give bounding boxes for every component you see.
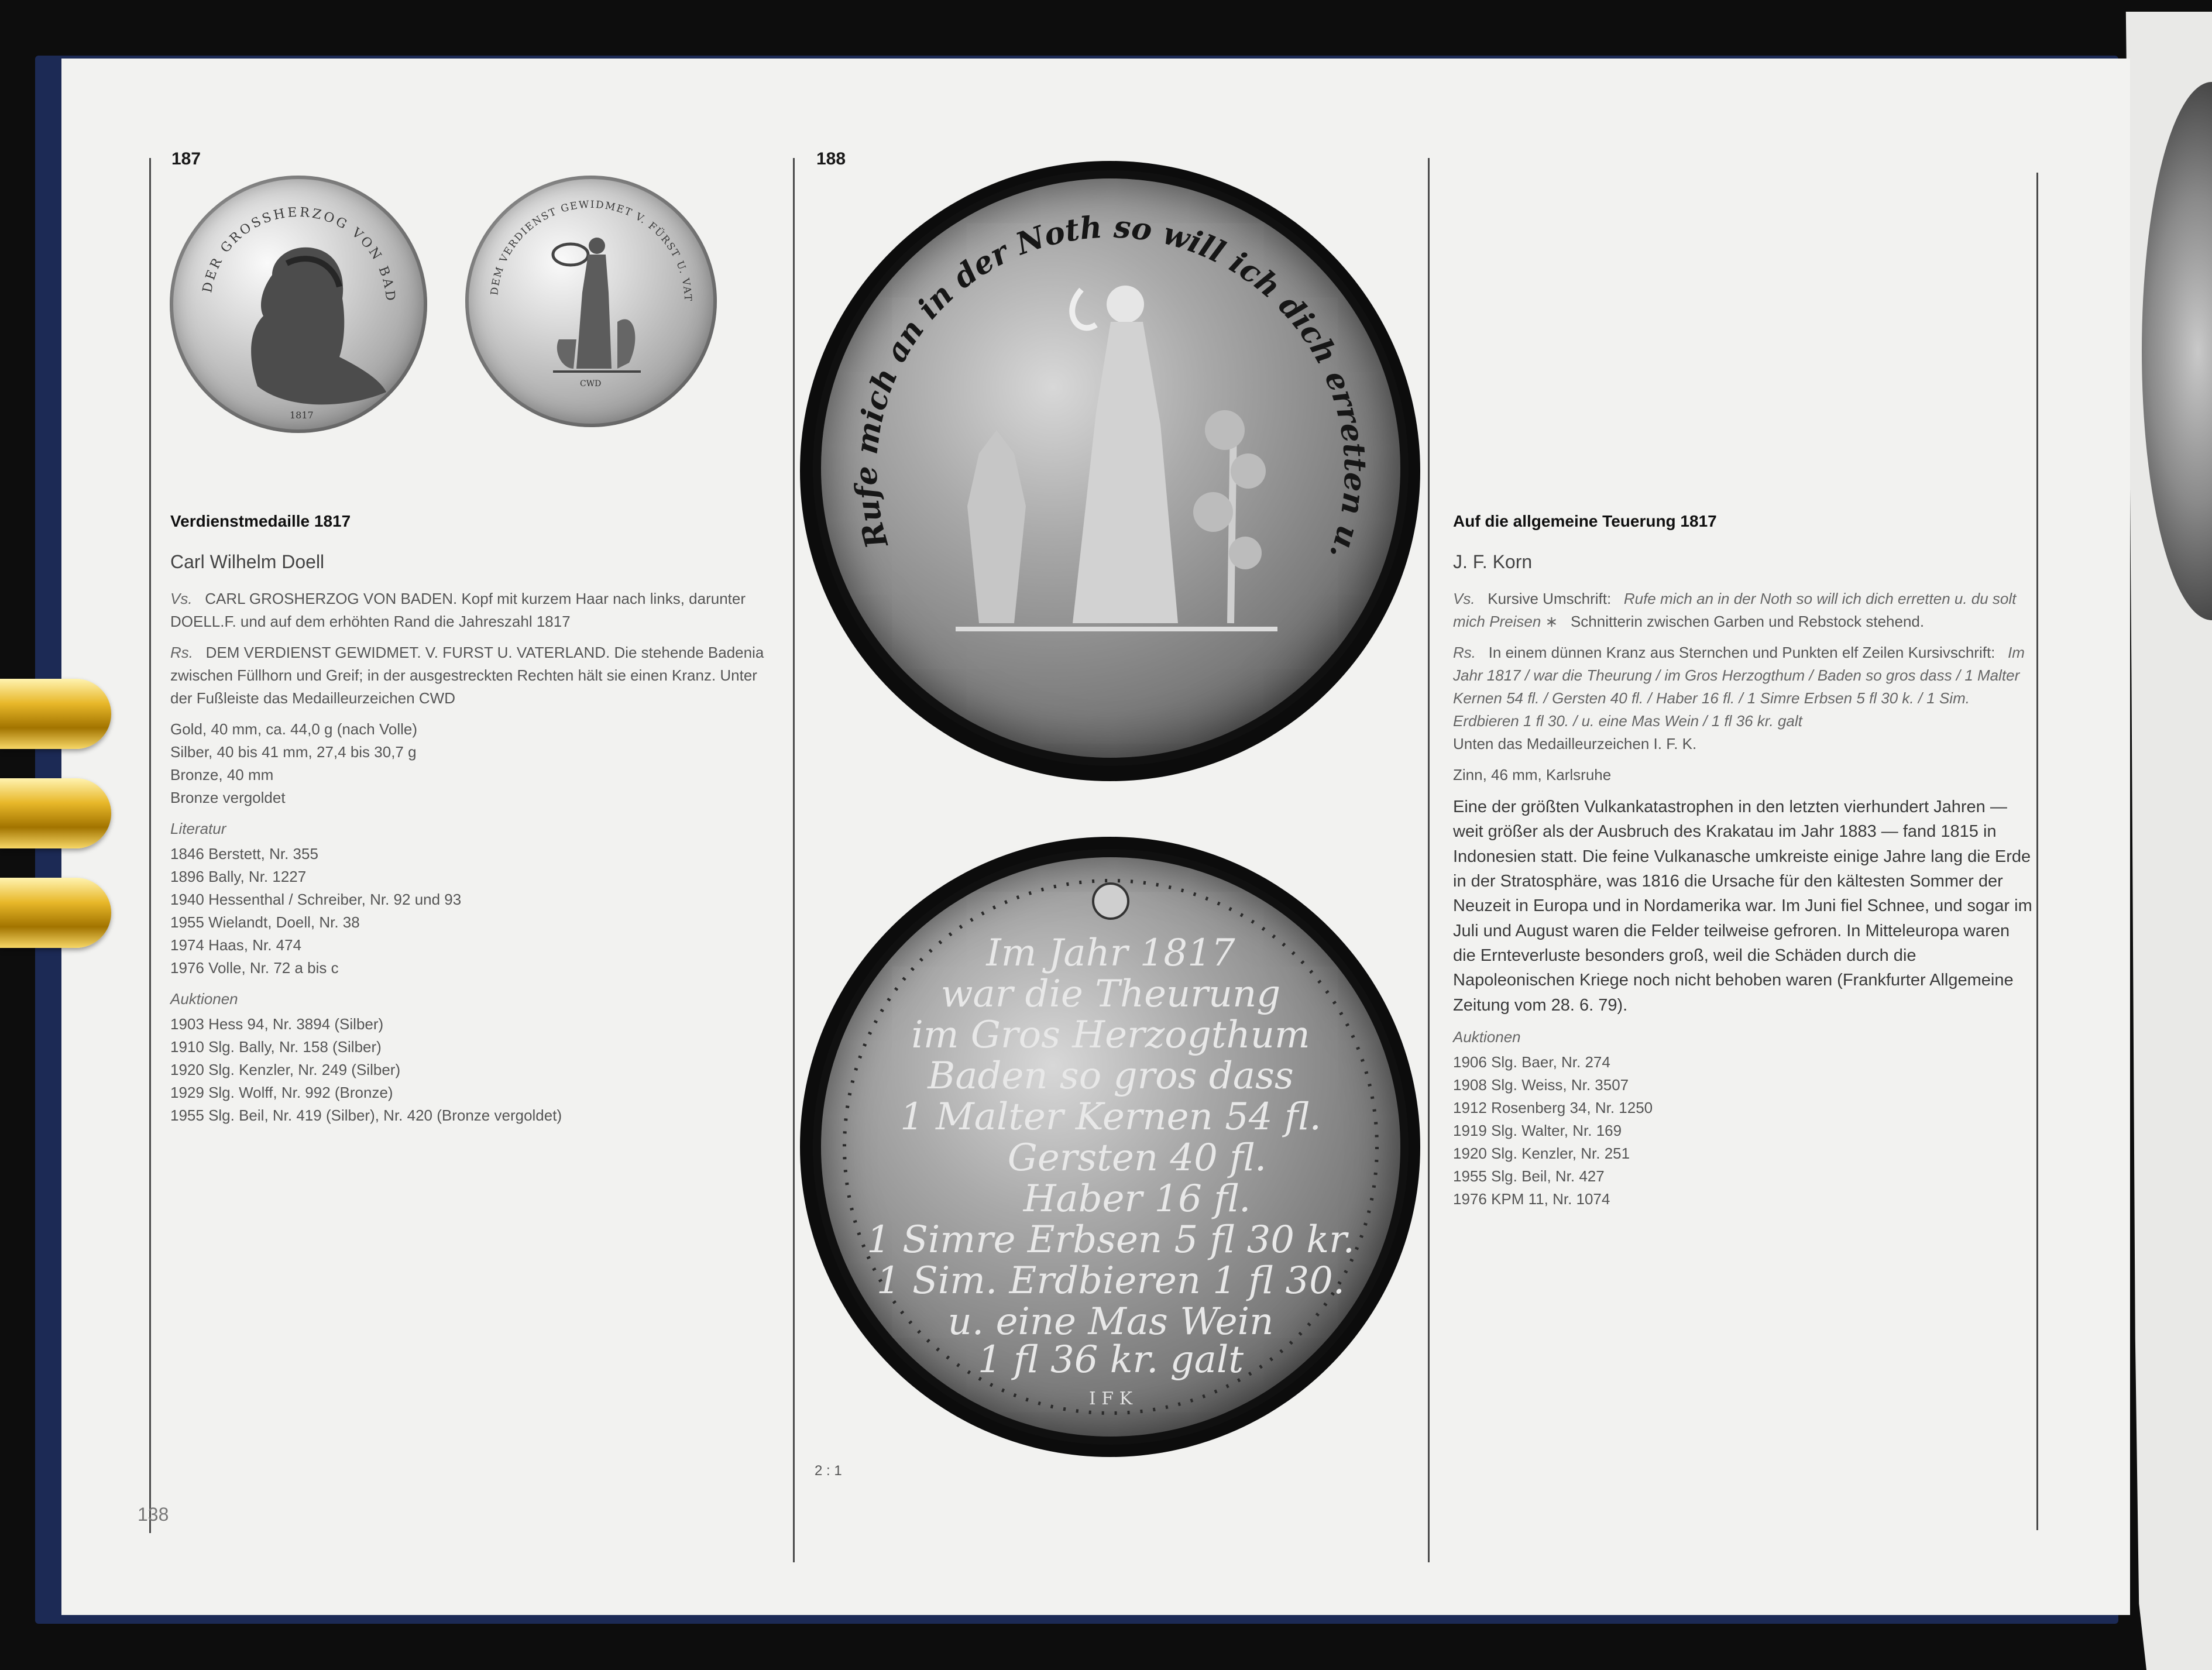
medal-188-obverse-art <box>821 178 1400 758</box>
entry-188-text <box>1453 509 2032 1211</box>
page-number: 138 <box>138 1504 169 1525</box>
entry-188-material: Zinn, 46 mm, Karlsruhe <box>1453 766 1612 784</box>
medal-187-obverse <box>170 176 427 433</box>
sheaf-icon <box>967 430 1026 623</box>
literatur-item: 1976 Volle, Nr. 72 a bis c <box>170 959 339 977</box>
auktion-item: 1920 Slg. Kenzler, Nr. 251 <box>1453 1144 1630 1162</box>
suspension-loop-icon <box>1093 884 1128 919</box>
entry-188-author: J. F. Korn <box>1453 551 1533 572</box>
entry-number-188: 188 <box>816 149 846 169</box>
auktion-item: 1910 Slg. Bally, Nr. 158 (Silber) <box>170 1038 382 1056</box>
auktion-item: 1908 Slg. Weiss, Nr. 3507 <box>1453 1075 1629 1094</box>
sickle-icon <box>1072 290 1096 328</box>
column-rule-2 <box>793 158 795 1562</box>
reverse-line: 1 Malter Kernen 54 fl. <box>900 1095 1321 1139</box>
column-rule-right <box>2036 173 2038 1530</box>
material-item: Silber, 40 bis 41 mm, 27,4 bis 30,7 g <box>170 743 417 761</box>
entry-187-obverse-description <box>170 587 779 633</box>
column-rule-3 <box>1428 158 1430 1562</box>
literatur-item: 1974 Haas, Nr. 474 <box>170 936 302 954</box>
vs-text: CARL GROSHERZOG VON BADEN. Kopf mit kurzem Haar nach links, darunter DOELL.F. und auf dem erhöhten Rand die Jahreszahl 1817 <box>170 590 746 630</box>
vs-text-plain: Kursive Umschrift: <box>1488 590 1612 607</box>
rs-text-italic: Im Jahr 1817 / war die Theurung / im Gros Herzogthum / Baden so gros dass / 1 Malter Kernen 54 fl. / Gersten 40 fl. / Haber 16 fl. / 1 Simre Erbsen 5 fl 30 k. / 1 Sim. Erdbieren 1 fl 30. / u. eine Mas Wein / 1 fl 36 kr. galt <box>1453 644 2025 730</box>
vs-text-tail: Schnitterin zwischen Garben und Rebstock stehend. <box>1570 613 1925 630</box>
auktion-item: 1929 Slg. Wolff, Nr. 992 (Bronze) <box>170 1084 393 1101</box>
reaper-figure-icon <box>1073 322 1178 623</box>
literatur-item: 1955 Wielandt, Doell, Nr. 38 <box>170 913 360 931</box>
auktion-item: 1919 Slg. Walter, Nr. 169 <box>1453 1121 1622 1139</box>
badenia-head-icon <box>589 238 605 254</box>
rs-label: Rs. <box>1453 644 1476 661</box>
auktionen-list-188 <box>1453 1051 2032 1211</box>
medal-188-reverse-art <box>821 857 1400 1437</box>
reverse-line: im Gros Herzogthum <box>911 1013 1310 1057</box>
entry-number-187: 187 <box>171 149 201 169</box>
badenia-figure-icon <box>576 255 612 369</box>
auktionen-heading-187: Auktionen <box>170 990 238 1008</box>
reverse-line: 1 fl 36 kr. galt <box>977 1338 1244 1382</box>
rs-text-tail: Unten das Medailleurzeichen I. F. K. <box>1453 735 1697 752</box>
literatur-heading: Literatur <box>170 820 226 837</box>
auktion-item: 1955 Slg. Beil, Nr. 427 <box>1453 1167 1605 1185</box>
medal-188-obverse <box>821 178 1400 758</box>
facing-page-medal-image <box>2142 82 2212 620</box>
rs-text: DEM VERDIENST GEWIDMET. V. FURST U. VATERLAND. Die stehende Badenia zwischen Füllhorn und Greif; in der ausgestreckten Rechten hält sie einen Kranz. Unter der Fußleiste das Medailleurzeichen CWD <box>170 644 764 707</box>
entry-187-reverse-description <box>170 641 779 710</box>
medal-188-reverse-mark: I F K <box>1088 1389 1133 1409</box>
entry-188-commentary: Eine der größten Vulkankatastrophen in den letzten vierhundert Jahren — weit größer als der Ausbruch des Krakatau im Jahr 1883 — fand 1815 in Indonesien statt. Die feine Vulkanasche umkreiste einige Jahre lang die Erde in der Stratosphäre, was 1816 die Ursache für den kältesten Sommer der Neuzeit in Europa und in Nordamerika war. Im Juni fiel Schnee, und sogar im Juli und August waren die Felder teilweise gefroren. In Mitteleuropa waren die Ernteverluste besonders groß, weil die Schäden durch die Napoleonischen Kriege noch nicht behoben waren (Frankfurter Allgemeine Zeitung vom 28. 6. 79). <box>1453 798 2032 1015</box>
reverse-line: Gersten 40 fl. <box>1007 1136 1267 1180</box>
facing-page-edge <box>2118 12 2212 1670</box>
medal-187-obverse-art <box>170 176 427 433</box>
auktion-item: 1976 KPM 11, Nr. 1074 <box>1453 1190 1610 1208</box>
reverse-line: war die Theurung <box>940 973 1281 1016</box>
reverse-line: Im Jahr 1817 <box>986 932 1235 975</box>
column-rule-left <box>149 158 151 1533</box>
auktionen-list-187 <box>170 1013 779 1127</box>
entry-187-text <box>170 509 779 1127</box>
auktion-item: 1912 Rosenberg 34, Nr. 1250 <box>1453 1098 1653 1116</box>
medal-187-reverse-legend: DEM VERDIENST GEWIDMET V. FÜRST U. VAT <box>489 198 694 303</box>
literatur-item: 1896 Bally, Nr. 1227 <box>170 868 307 885</box>
svg-text:DEM VERDIENST GEWIDMET V. FÜRS <box>465 176 693 303</box>
reaper-head-icon <box>1107 286 1144 323</box>
cornucopia-icon <box>557 339 576 369</box>
reverse-line: u. eine Mas Wein <box>947 1300 1274 1343</box>
entry-187-author: Carl Wilhelm Doell <box>170 551 325 572</box>
literatur-item: 1940 Hessenthal / Schreiber, Nr. 92 und 93 <box>170 891 462 908</box>
literatur-item: 1846 Berstett, Nr. 355 <box>170 845 318 863</box>
book-page <box>61 59 2130 1615</box>
vs-label: Vs. <box>1453 590 1475 607</box>
wreath-icon <box>553 244 588 265</box>
entry-187-materials <box>170 718 779 809</box>
material-item: Bronze vergoldet <box>170 789 286 806</box>
material-item: Bronze, 40 mm <box>170 766 274 784</box>
material-item: Gold, 40 mm, ca. 44,0 g (nach Volle) <box>170 720 417 738</box>
auktion-item: 1955 Slg. Beil, Nr. 419 (Silber), Nr. 420 (Bronze vergoldet) <box>170 1107 562 1124</box>
auktionen-heading-188: Auktionen <box>1453 1028 1521 1046</box>
binder-ring-3 <box>0 878 111 948</box>
medal-187-obverse-date: 1817 <box>290 410 314 421</box>
entry-188-obverse-description <box>1453 587 2032 633</box>
binder-ring-1 <box>0 679 111 749</box>
vs-label: Vs. <box>170 590 193 607</box>
reverse-line: 1 Sim. Erdbieren 1 fl 30. <box>876 1259 1345 1303</box>
reverse-line: 1 Simre Erbsen 5 fl 30 kr. <box>867 1218 1355 1262</box>
medal-187-reverse-art <box>465 176 717 427</box>
medal-187-reverse <box>465 176 717 427</box>
vine-stake-icon <box>1231 424 1234 623</box>
entry-187-title: Verdienstmedaille 1817 <box>170 512 351 530</box>
reverse-line: Haber 16 fl. <box>1023 1177 1251 1221</box>
entry-188-reverse-description <box>1453 641 2032 755</box>
entry-188-title: Auf die allgemeine Teuerung 1817 <box>1453 512 1717 530</box>
scale-note: 2 : 1 <box>815 1463 842 1479</box>
medal-188-obverse-legend: Rufe mich an in der Noth so will ich dich erretten u. <box>848 209 1373 565</box>
binder-ring-2 <box>0 778 111 848</box>
griffin-icon <box>617 319 635 369</box>
medal-188-reverse <box>821 857 1400 1437</box>
portrait-head-icon <box>251 248 386 405</box>
auktion-item: 1903 Hess 94, Nr. 3894 (Silber) <box>170 1015 384 1033</box>
medal-187-reverse-mark: CWD <box>580 379 602 389</box>
literatur-list <box>170 843 779 980</box>
medal-187-obverse-legend: DER GROSSHERZOG VON BAD <box>200 205 398 304</box>
auktion-item: 1906 Slg. Baer, Nr. 274 <box>1453 1053 1610 1071</box>
reverse-line: Baden so gros dass <box>928 1054 1294 1098</box>
auktion-item: 1920 Slg. Kenzler, Nr. 249 (Silber) <box>170 1061 401 1078</box>
rs-label: Rs. <box>170 644 193 661</box>
rs-text-plain: In einem dünnen Kranz aus Sternchen und Punkten elf Zeilen Kursivschrift: <box>1488 644 1995 661</box>
vs-text-italic: Rufe mich an in der Noth so will ich dich erretten u. du solt mich Preisen ∗ <box>1453 590 2017 630</box>
